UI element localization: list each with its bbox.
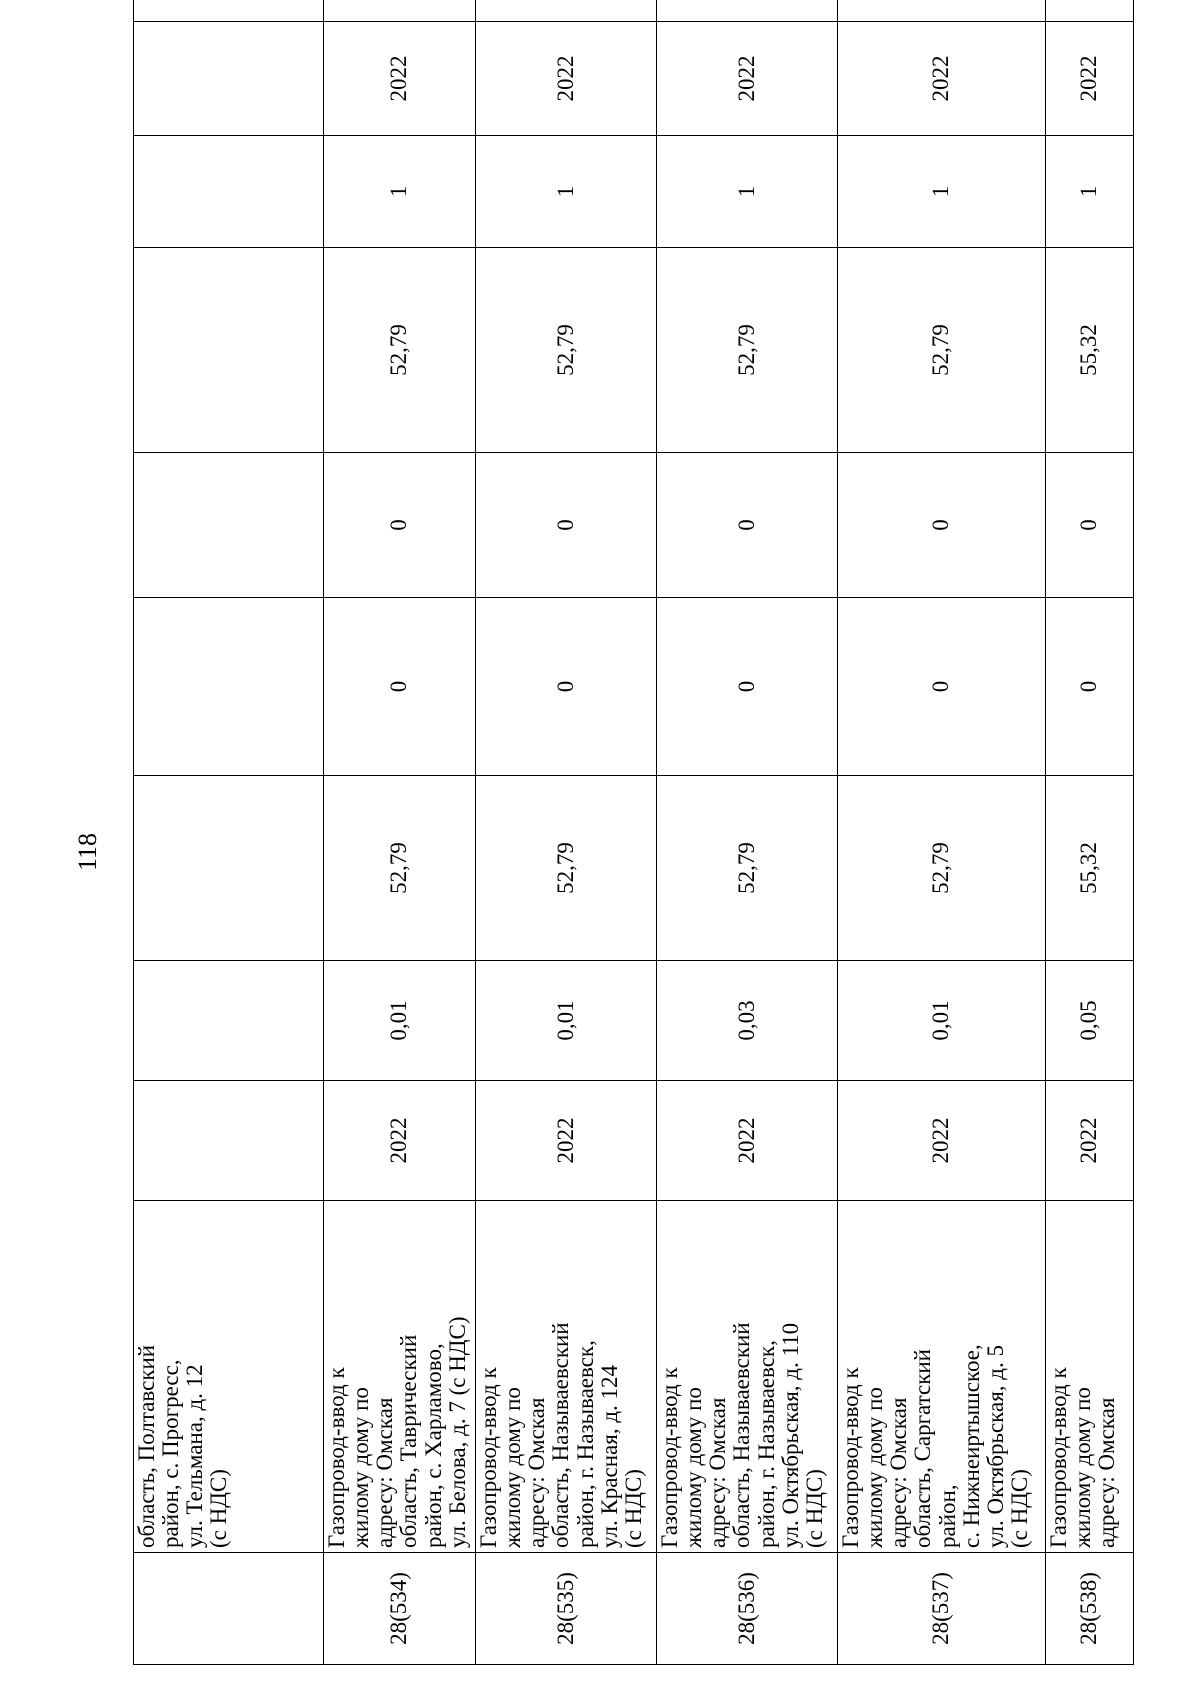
cell-count: 1 [838, 136, 1046, 248]
table-row [1046, 0, 1134, 1665]
cell-count: 1 [1046, 136, 1134, 248]
cell-year-2: 2022 [1046, 22, 1134, 136]
cell-value-4: 0 [324, 453, 476, 598]
cell-year-2 [134, 22, 324, 136]
cell-year: 2022 [657, 1081, 838, 1201]
cell-value-2 [134, 776, 324, 961]
cell-value-3: 0 [838, 598, 1046, 776]
cell-value-4: 0 [476, 453, 657, 598]
description-line: ул. Тельмана, д. 12 [182, 1364, 208, 1548]
cell-value-1: 0,01 [476, 961, 657, 1081]
cell-count [134, 136, 324, 248]
cell-year-3 [324, 0, 476, 22]
table-row [476, 0, 657, 1665]
cell-value-3: 0 [324, 598, 476, 776]
cell-year-3 [838, 0, 1046, 22]
cell-value-5: 52,79 [657, 248, 838, 453]
cell-year: 2022 [838, 1081, 1046, 1201]
description-line: ул. Октябрьская, д. 5 [982, 1345, 1008, 1548]
description-line: с. Нижнеиртышское, [958, 1344, 984, 1548]
description-line: ул. Октябрьская, д. 110 [777, 1322, 803, 1548]
cell-description [134, 1201, 324, 1553]
cell-value-5: 52,79 [476, 248, 657, 453]
cell-description [324, 1201, 476, 1553]
description-line: жилому дому по [500, 1387, 526, 1548]
cell-value-1: 0,05 [1046, 961, 1134, 1081]
cell-value-3: 0 [657, 598, 838, 776]
description-line: адресу: Омская [705, 1397, 731, 1548]
description-line: ул. Красная, д. 124 [596, 1364, 622, 1548]
table-row [134, 0, 324, 1665]
cell-year-2: 2022 [324, 22, 476, 136]
cell-value-5 [134, 248, 324, 453]
cell-value-2: 55,32 [1046, 776, 1134, 961]
table-body [134, 0, 1134, 1665]
cell-count: 1 [657, 136, 838, 248]
description-line: Газопровод-ввод к [1046, 1367, 1071, 1548]
cell-value-4: 0 [838, 453, 1046, 598]
cell-year-2: 2022 [657, 22, 838, 136]
description-line: район, с. Прогресс, [158, 1359, 184, 1548]
cell-id: 28(536) [657, 1553, 838, 1665]
cell-count: 1 [324, 136, 476, 248]
cell-value-2: 52,79 [324, 776, 476, 961]
cell-value-3: 0 [1046, 598, 1134, 776]
cell-value-4: 0 [657, 453, 838, 598]
table-row [324, 0, 476, 1665]
description-line: область, Саргатский [910, 1349, 936, 1548]
cell-value-4 [134, 453, 324, 598]
cell-year-3 [657, 0, 838, 22]
table-row [657, 0, 838, 1665]
cell-value-4: 0 [1046, 453, 1134, 598]
data-table [133, 0, 1134, 1665]
cell-year-2: 2022 [838, 22, 1046, 136]
cell-id: 28(535) [476, 1553, 657, 1665]
description-line: область, Называевский [548, 1322, 574, 1548]
cell-description [838, 1201, 1046, 1553]
cell-year-3 [1046, 0, 1134, 22]
description-line: адресу: Омская [372, 1397, 398, 1548]
cell-year-3 [476, 0, 657, 22]
cell-description [1046, 1201, 1134, 1553]
description-line: (с НДС) [620, 1469, 646, 1548]
description-line: жилому дому по [681, 1387, 707, 1548]
description-line: адресу: Омская [886, 1397, 912, 1548]
page-number: 118 [73, 832, 102, 872]
cell-id: 28(538) [1046, 1553, 1134, 1665]
cell-value-1 [134, 961, 324, 1081]
description-line: адресу: Омская [1094, 1397, 1120, 1548]
description-line: район, г. Называевск, [572, 1340, 598, 1548]
description-line: область, Полтавский [134, 1344, 159, 1548]
cell-value-5: 52,79 [324, 248, 476, 453]
description-line: жилому дому по [862, 1387, 888, 1548]
description-line: Газопровод-ввод к [324, 1367, 349, 1548]
cell-value-5: 55,32 [1046, 248, 1134, 453]
cell-value-2: 52,79 [657, 776, 838, 961]
cell-year [134, 1081, 324, 1201]
cell-description [657, 1201, 838, 1553]
description-line: район, г. Называевск, [753, 1340, 779, 1548]
cell-year-2: 2022 [476, 22, 657, 136]
cell-id [134, 1553, 324, 1665]
description-line: область, Называевский [729, 1322, 755, 1548]
description-line: район, с. Харламово, [420, 1343, 446, 1548]
description-line: Газопровод-ввод к [838, 1367, 863, 1548]
cell-id: 28(537) [838, 1553, 1046, 1665]
description-line: жилому дому по [1070, 1387, 1096, 1548]
cell-id: 28(534) [324, 1553, 476, 1665]
description-line: жилому дому по [348, 1387, 374, 1548]
description-line: адресу: Омская [524, 1397, 550, 1548]
cell-year: 2022 [324, 1081, 476, 1201]
cell-year: 2022 [476, 1081, 657, 1201]
description-line: Газопровод-ввод к [657, 1367, 682, 1548]
description-line: (с НДС) [1006, 1469, 1032, 1548]
cell-value-1: 0,01 [838, 961, 1046, 1081]
cell-value-3: 0 [476, 598, 657, 776]
cell-value-1: 0,01 [324, 961, 476, 1081]
cell-count: 1 [476, 136, 657, 248]
description-line: Газопровод-ввод к [476, 1367, 501, 1548]
cell-description [476, 1201, 657, 1553]
description-line: район, [934, 1484, 960, 1548]
cell-year-3 [134, 0, 324, 22]
cell-year: 2022 [1046, 1081, 1134, 1201]
cell-value-3 [134, 598, 324, 776]
description-line: (с НДС) [801, 1469, 827, 1548]
table-row [838, 0, 1046, 1665]
cell-value-2: 52,79 [476, 776, 657, 961]
cell-value-5: 52,79 [838, 248, 1046, 453]
cell-value-1: 0,03 [657, 961, 838, 1081]
description-line: ул. Белова, д. 7 (с НДС) [444, 1316, 470, 1548]
cell-value-2: 52,79 [838, 776, 1046, 961]
description-line: (с НДС) [206, 1469, 232, 1548]
description-line: область, Таврический [396, 1334, 422, 1548]
rotated-table-container [133, 35, 1133, 1665]
